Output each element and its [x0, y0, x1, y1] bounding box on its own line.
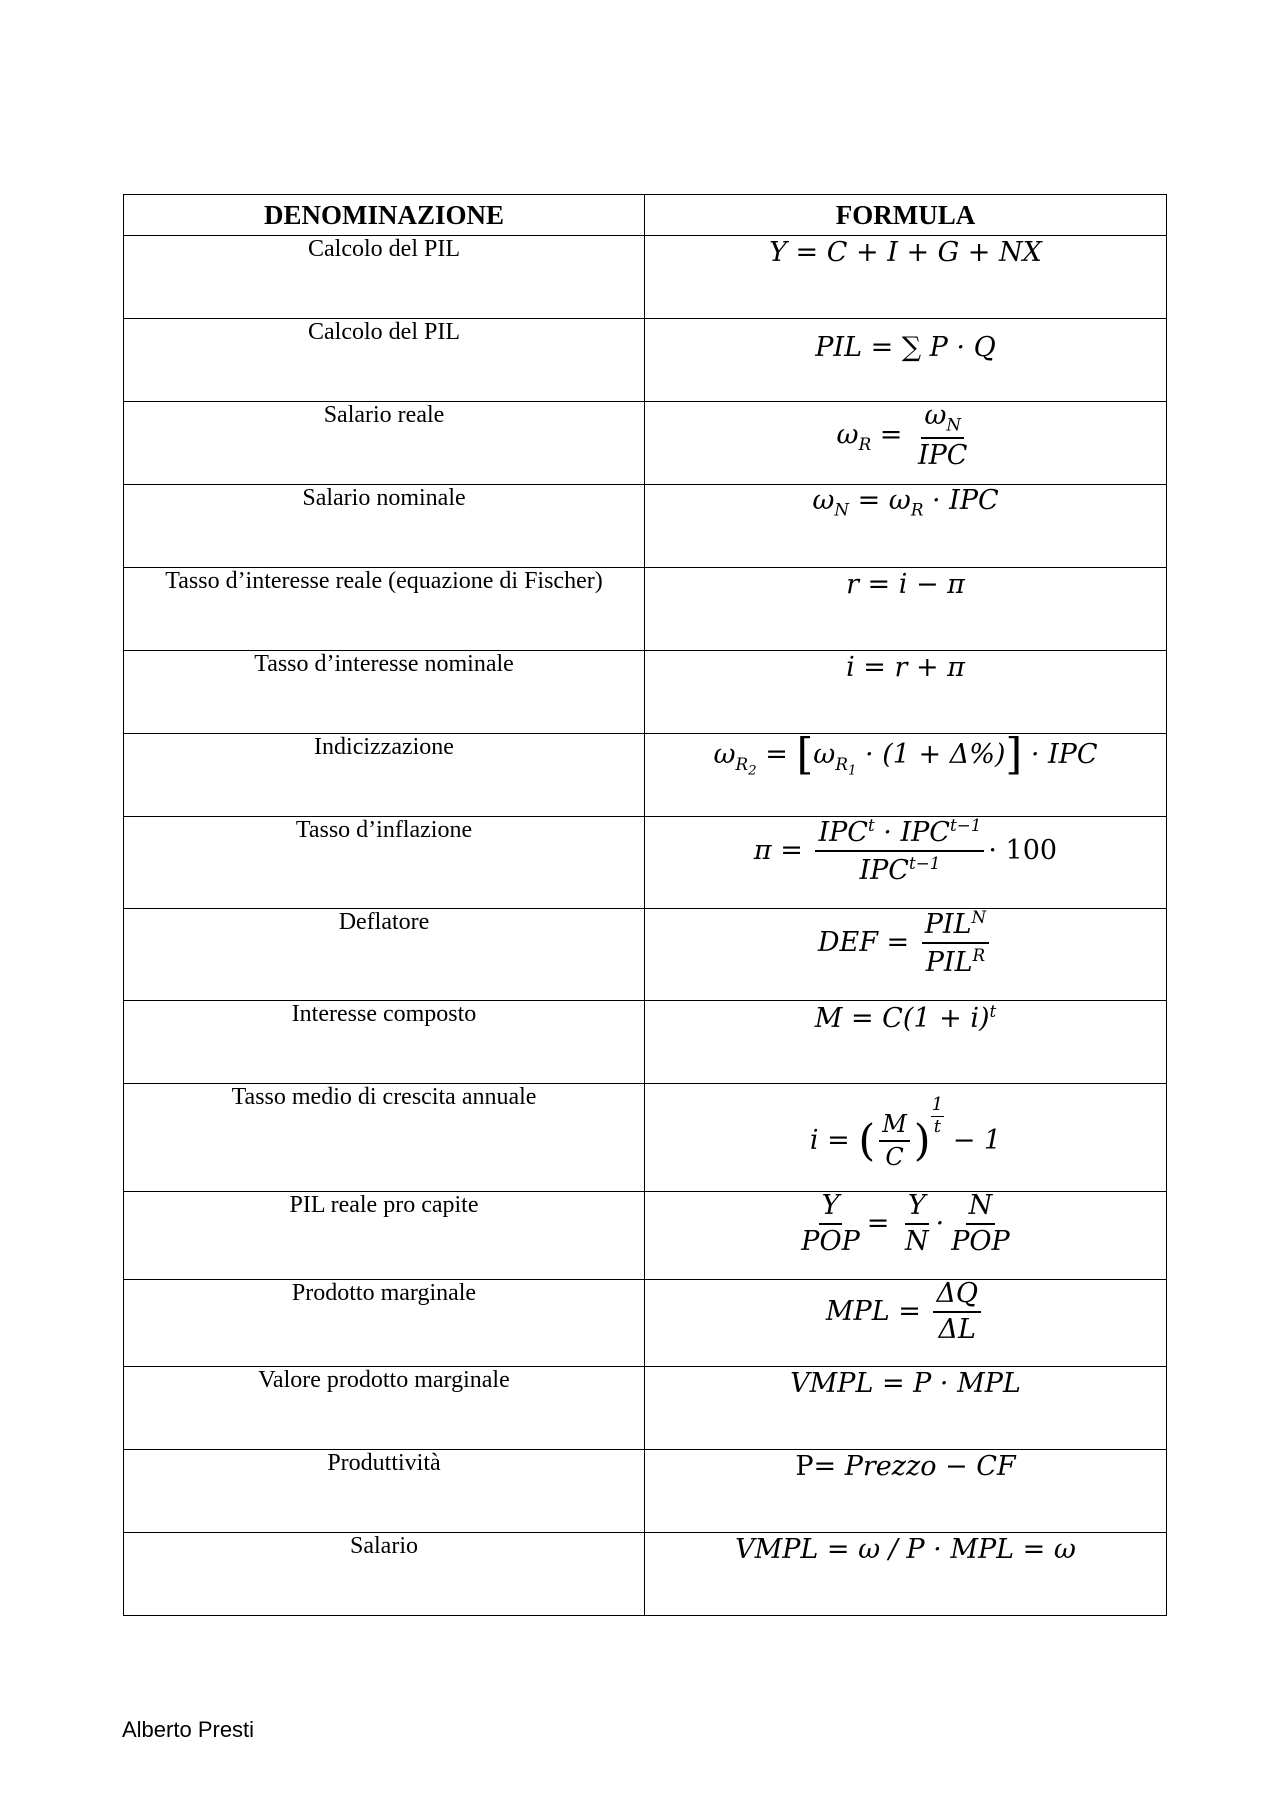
table-row	[124, 1001, 1167, 1084]
formula-rendered: π = $\frac{IPC^t \cdot IPC^{t-1}}{IPC^{t-1}}$ · 100	[753, 815, 1058, 887]
formula-rendered: $\omega_{R_2} = [\omega_{R_1} \cdot (1 + \Delta\%)]$ · IPC	[713, 730, 1098, 780]
row-name: PIL reale pro capite	[124, 1192, 645, 1280]
row-name: Salario	[124, 1533, 645, 1616]
row-name: Valore prodotto marginale	[124, 1367, 645, 1450]
table-row	[124, 651, 1167, 734]
row-name: Tasso d’interesse nominale	[124, 651, 645, 734]
row-name: Tasso d’inflazione	[124, 817, 645, 909]
formula-text: VMPL = P · MPL	[790, 1368, 1021, 1399]
row-formula	[645, 909, 1167, 1001]
row-name: Deflatore	[124, 909, 645, 1001]
footer-author: Alberto Presti	[122, 1717, 255, 1742]
row-formula	[645, 485, 1167, 568]
row-formula	[645, 730, 1167, 817]
row-name: Calcolo del PIL	[124, 236, 645, 319]
table-row	[124, 485, 1167, 568]
formula-rendered: DEF = $\frac{PIL^N}{PIL^R}$	[818, 909, 993, 978]
table-row	[124, 1367, 1167, 1450]
row-name: Indicizzazione	[124, 734, 645, 817]
row-formula	[645, 1533, 1167, 1616]
header-formula: FORMULA	[645, 195, 1167, 236]
formula-text: r = i − π	[846, 569, 965, 600]
row-name: Interesse composto	[124, 1001, 645, 1084]
table-row	[124, 817, 1167, 909]
table-row	[124, 1192, 1167, 1280]
row-name: Produttività	[124, 1450, 645, 1533]
table-row	[124, 568, 1167, 651]
row-name: Calcolo del PIL	[124, 319, 645, 402]
row-name: Tasso d’interesse reale (equazione di Fischer)	[124, 568, 645, 651]
row-formula	[645, 402, 1167, 485]
row-name: Prodotto marginale	[124, 1280, 645, 1367]
row-formula	[645, 568, 1167, 651]
table-row	[124, 1084, 1167, 1192]
row-formula	[645, 651, 1167, 734]
row-formula	[645, 1280, 1167, 1367]
table-row	[124, 1533, 1167, 1616]
formula-text: Y = C + I + G + NX	[769, 237, 1042, 268]
row-name: Tasso medio di crescita annuale	[124, 1084, 645, 1192]
formula-rendered: $\omega_R$ = $\frac{\omega_N}{\text{IPC}}$	[836, 400, 968, 471]
row-formula	[645, 1001, 1167, 1084]
table-row	[124, 1280, 1167, 1367]
formula-table	[123, 194, 1167, 1616]
row-formula	[645, 1192, 1167, 1280]
formula-rendered: $M = C(1 + i)^t$	[814, 1001, 997, 1034]
formula-text: PIL = ∑ P · Q	[815, 332, 996, 363]
table-row	[124, 319, 1167, 402]
row-formula	[645, 236, 1167, 319]
row-formula	[645, 319, 1167, 402]
row-formula	[645, 1367, 1167, 1450]
formula-rendered: i = ( $\frac{M}{C}$ ) $^{\frac{1}{t}}$ − 1	[809, 1094, 1002, 1172]
row-name: Salario nominale	[124, 485, 645, 568]
row-formula	[645, 1084, 1167, 1192]
row-name: Salario reale	[124, 402, 645, 485]
table-row	[124, 734, 1167, 817]
formula-rendered: $\frac{Y}{\text{POP}}$ = $\frac{Y}{N}$ · $\frac{N}{\text{POP}}$	[801, 1190, 1010, 1258]
formula-text	[795, 1451, 1015, 1482]
formula-text: VMPL = ω / P · MPL = ω	[735, 1534, 1076, 1565]
row-formula	[645, 1450, 1167, 1533]
formula-rendered: MPL = $\frac{\Delta Q}{\Delta L}$	[826, 1280, 985, 1345]
formula-text: i = r + π	[846, 652, 965, 683]
table-row	[124, 236, 1167, 319]
header-row	[124, 195, 1167, 236]
formula-body: Prezzo − CF	[836, 1451, 1016, 1482]
table-row	[124, 909, 1167, 1001]
table-row	[124, 402, 1167, 485]
table-row	[124, 1450, 1167, 1533]
formula-rendered: $\omega_N = \omega_R$ · IPC	[812, 485, 999, 520]
row-formula	[645, 817, 1167, 909]
formula-prefix: P=	[795, 1451, 837, 1482]
header-denominazione: DENOMINAZIONE	[124, 195, 645, 236]
